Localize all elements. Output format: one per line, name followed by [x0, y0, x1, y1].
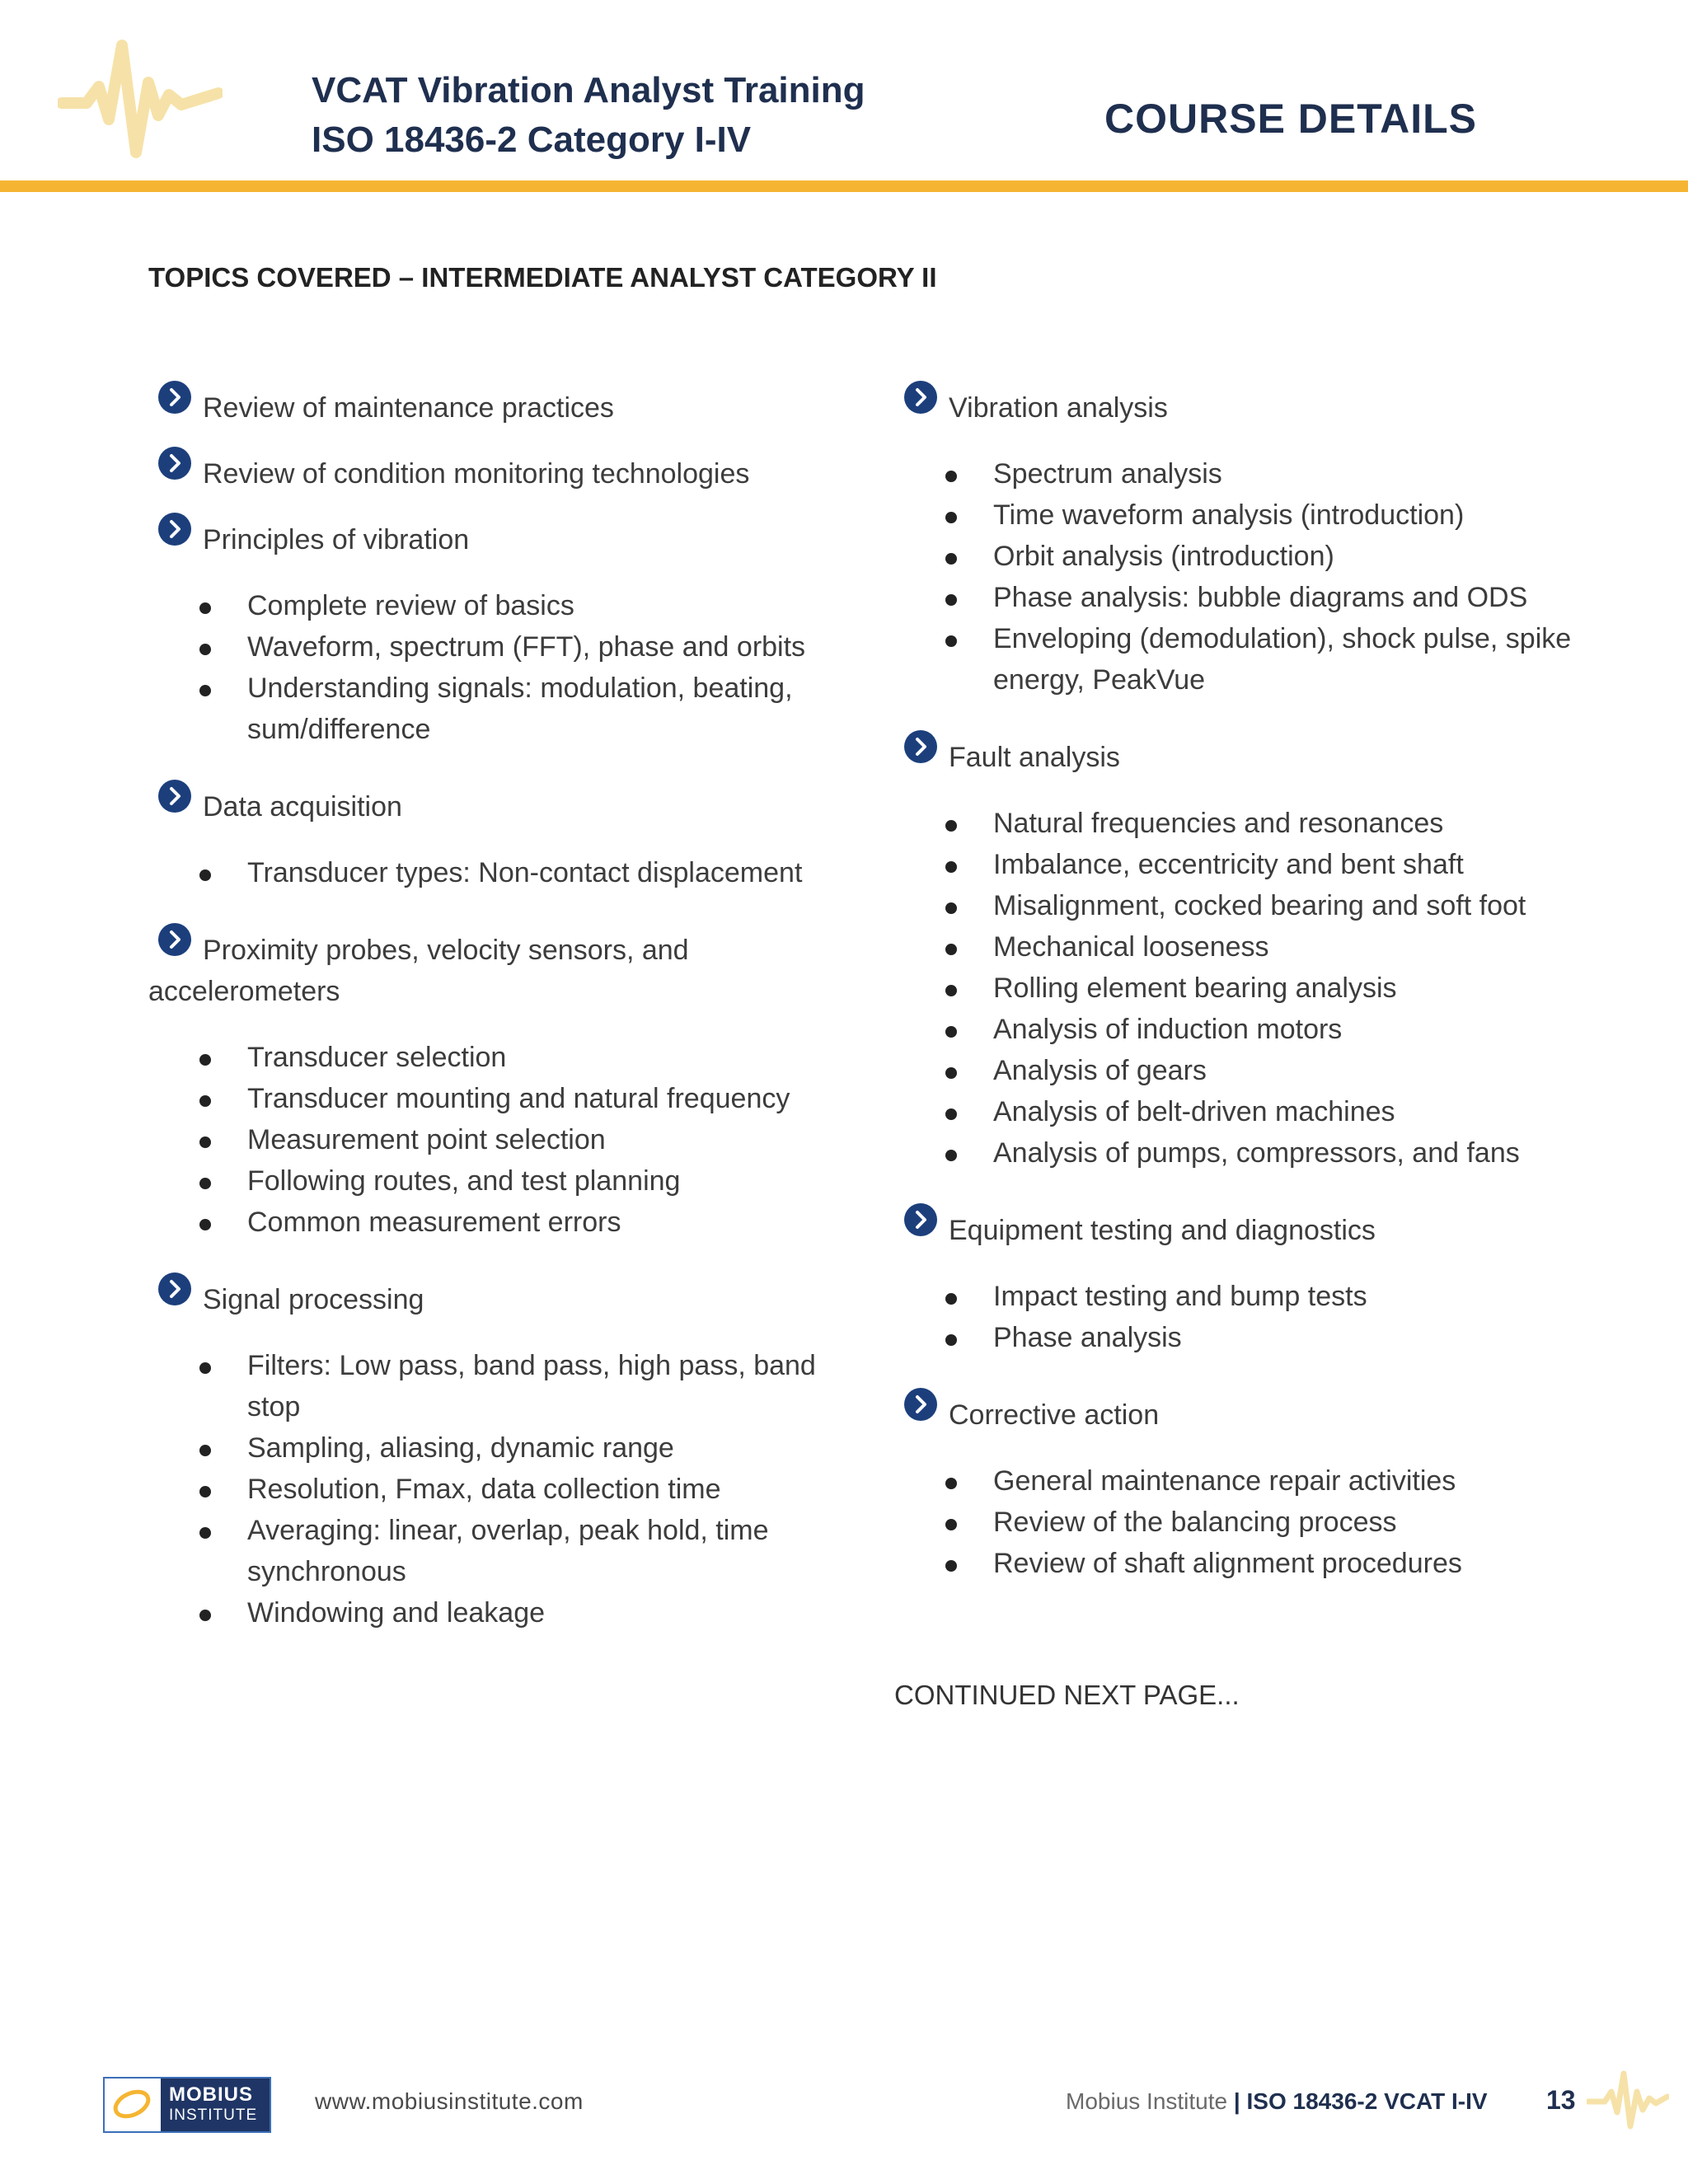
- subtopic-item: [894, 1543, 1636, 1584]
- topic-heading: [148, 519, 832, 560]
- subtopic-item: [148, 1160, 832, 1202]
- logo-text-mobius: MOBIUS: [169, 2083, 253, 2106]
- course-title-line2: ISO 18436-2 Category I-IV: [312, 120, 752, 160]
- bullet-icon: [945, 512, 957, 523]
- logo-text-institute: INSTITUTE: [169, 2107, 258, 2124]
- bullet-icon: [199, 1219, 211, 1230]
- subtopic-item: [148, 1427, 832, 1469]
- bullet-icon: [199, 1054, 211, 1066]
- course-details-heading: COURSE DETAILS: [1104, 96, 1477, 142]
- bullet-icon: [945, 1478, 957, 1489]
- subtopic-item: [894, 1132, 1636, 1174]
- subtopic-item: [148, 1469, 832, 1510]
- subtopic-label: Waveform, spectrum (FFT), phase and orbits: [247, 631, 806, 663]
- bullet-icon: [945, 820, 957, 832]
- bullet-icon: [945, 1293, 957, 1305]
- chevron-right-icon: [158, 923, 191, 956]
- subtopic-list: [894, 1276, 1636, 1358]
- topic-heading: [148, 453, 832, 494]
- topic-label: Vibration analysis: [949, 392, 1168, 424]
- subtopic-item: [894, 1009, 1636, 1050]
- subtopic-label: Enveloping (demodulation), shock pulse, spike energy, PeakVue: [993, 623, 1572, 696]
- subtopic-item: [148, 585, 832, 626]
- bullet-icon: [945, 1026, 957, 1038]
- bullet-icon: [945, 635, 957, 647]
- topic-label: Corrective action: [949, 1399, 1160, 1431]
- subtopic-label: Imbalance, eccentricity and bent shaft: [993, 849, 1464, 880]
- topic-heading: [148, 930, 832, 1012]
- bullet-icon: [199, 869, 211, 881]
- topic-label: Signal processing: [203, 1284, 424, 1315]
- bullet-icon: [199, 1486, 211, 1497]
- subtopic-label: Averaging: linear, overlap, peak hold, time synchronous: [247, 1515, 769, 1587]
- topic-label: Fault analysis: [949, 742, 1120, 773]
- subtopic-item: [148, 1592, 832, 1633]
- bullet-icon: [945, 1560, 957, 1572]
- bullet-icon: [945, 1067, 957, 1079]
- topic-label: Proximity probes, velocity sensors, and accelerometers: [148, 935, 689, 1007]
- subtopic-label: Measurement point selection: [247, 1124, 606, 1155]
- chevron-right-icon: [904, 1388, 937, 1421]
- bullet-icon: [199, 1610, 211, 1621]
- chevron-right-icon: [904, 381, 937, 414]
- subtopic-item: [148, 1037, 832, 1078]
- right-topic-column: [894, 387, 1636, 1620]
- subtopic-item: [894, 803, 1636, 844]
- mobius-ring-icon: [111, 2087, 152, 2121]
- subtopic-label: Resolution, Fmax, data collection time: [247, 1474, 721, 1505]
- section-title: TOPICS COVERED – INTERMEDIATE ANALYST CATEGORY II: [148, 262, 937, 293]
- vibration-wave-logo-icon: [58, 37, 223, 161]
- bullet-icon: [945, 1519, 957, 1530]
- topic-heading: [894, 387, 1636, 429]
- subtopic-label: Analysis of belt-driven machines: [993, 1096, 1395, 1127]
- subtopic-label: Complete review of basics: [247, 590, 574, 621]
- bullet-icon: [945, 553, 957, 565]
- subtopic-label: Filters: Low pass, band pass, high pass, band stop: [247, 1350, 816, 1422]
- subtopic-item: [894, 1091, 1636, 1132]
- bullet-icon: [199, 602, 211, 614]
- bullet-icon: [199, 685, 211, 696]
- subtopic-label: Impact testing and bump tests: [993, 1281, 1367, 1312]
- subtopic-label: Review of the balancing process: [993, 1507, 1397, 1538]
- subtopic-label: Orbit analysis (introduction): [993, 541, 1334, 572]
- subtopic-list: [894, 803, 1636, 1174]
- subtopic-label: General maintenance repair activities: [993, 1465, 1456, 1497]
- subtopic-item: [148, 1345, 832, 1427]
- subtopic-list: [148, 1037, 832, 1243]
- topic-heading: [894, 1210, 1636, 1251]
- left-topic-column: [148, 387, 832, 1670]
- topic-label: Equipment testing and diagnostics: [949, 1215, 1376, 1246]
- bullet-icon: [945, 1150, 957, 1161]
- subtopic-item: [894, 844, 1636, 885]
- website-link[interactable]: www.mobiusinstitute.com: [315, 2088, 584, 2114]
- subtopic-item: [148, 1078, 832, 1119]
- bullet-icon: [945, 944, 957, 955]
- continued-note: CONTINUED NEXT PAGE...: [894, 1680, 1240, 1710]
- subtopic-label: Following routes, and test planning: [247, 1165, 681, 1197]
- topic-heading: [894, 1394, 1636, 1436]
- chevron-right-icon: [158, 1272, 191, 1305]
- subtopic-item: [148, 1119, 832, 1160]
- subtopic-label: Analysis of induction motors: [993, 1014, 1343, 1045]
- topic-label: Data acquisition: [203, 791, 402, 823]
- subtopic-item: [894, 1502, 1636, 1543]
- bullet-icon: [199, 1095, 211, 1107]
- bullet-icon: [945, 1108, 957, 1120]
- subtopic-label: Phase analysis: [993, 1322, 1182, 1353]
- subtopic-item: [148, 1202, 832, 1243]
- subtopic-label: Transducer mounting and natural frequency: [247, 1083, 790, 1114]
- bullet-icon: [945, 471, 957, 482]
- subtopic-item: [148, 1510, 832, 1592]
- bullet-icon: [199, 1137, 211, 1148]
- subtopic-label: Mechanical looseness: [993, 931, 1269, 963]
- bullet-icon: [199, 644, 211, 655]
- chevron-right-icon: [904, 1203, 937, 1236]
- subtopic-item: [894, 1317, 1636, 1358]
- chevron-right-icon: [158, 381, 191, 414]
- chevron-right-icon: [158, 780, 191, 813]
- subtopic-label: Analysis of gears: [993, 1055, 1207, 1086]
- subtopic-item: [894, 1276, 1636, 1317]
- footer-doc-name: ISO 18436-2 VCAT I-IV: [1246, 2088, 1488, 2114]
- subtopic-label: Natural frequencies and resonances: [993, 808, 1444, 839]
- subtopic-item: [148, 668, 832, 750]
- bullet-icon: [199, 1445, 211, 1456]
- topic-heading: [894, 737, 1636, 778]
- chevron-right-icon: [904, 730, 937, 763]
- bullet-icon: [945, 861, 957, 873]
- footer-doc-info: [1066, 2088, 1488, 2115]
- subtopic-item: [894, 885, 1636, 926]
- subtopic-list: [148, 585, 832, 750]
- subtopic-label: Understanding signals: modulation, beating, sum/difference: [247, 673, 793, 745]
- mobius-logo: [103, 2077, 271, 2133]
- subtopic-label: Transducer selection: [247, 1042, 507, 1073]
- bullet-icon: [199, 1527, 211, 1539]
- topic-heading: [148, 1279, 832, 1320]
- subtopic-label: Time waveform analysis (introduction): [993, 499, 1465, 531]
- bullet-icon: [199, 1362, 211, 1374]
- subtopic-label: Windowing and leakage: [247, 1597, 546, 1629]
- subtopic-item: [894, 494, 1636, 536]
- subtopic-label: Rolling element bearing analysis: [993, 972, 1397, 1004]
- bullet-icon: [945, 902, 957, 914]
- subtopic-label: Review of shaft alignment procedures: [993, 1548, 1462, 1579]
- course-title-line1: VCAT Vibration Analyst Training: [312, 70, 865, 110]
- subtopic-label: Misalignment, cocked bearing and soft foot: [993, 890, 1526, 921]
- vibration-wave-small-icon: [1587, 2067, 1669, 2133]
- subtopic-label: Sampling, aliasing, dynamic range: [247, 1432, 674, 1464]
- chevron-right-icon: [158, 447, 191, 480]
- subtopic-item: [894, 536, 1636, 577]
- topic-label: Review of condition monitoring technologies: [203, 458, 750, 490]
- subtopic-label: Common measurement errors: [247, 1207, 621, 1238]
- subtopic-item: [894, 1050, 1636, 1091]
- subtopic-label: Spectrum analysis: [993, 458, 1222, 490]
- subtopic-item: [894, 453, 1636, 494]
- topic-heading: [148, 786, 832, 827]
- footer-org: Mobius Institute: [1066, 2088, 1228, 2114]
- page-number: 13: [1546, 2085, 1576, 2115]
- subtopic-label: Transducer types: Non-contact displacement: [247, 857, 803, 888]
- subtopic-label: Analysis of pumps, compressors, and fans: [993, 1137, 1520, 1169]
- page-header: [0, 0, 1688, 198]
- header-divider: [0, 180, 1688, 192]
- subtopic-item: [894, 968, 1636, 1009]
- bullet-icon: [945, 985, 957, 996]
- footer-separator: |: [1233, 2088, 1240, 2114]
- chevron-right-icon: [158, 513, 191, 546]
- subtopic-item: [894, 577, 1636, 618]
- subtopic-item: [894, 926, 1636, 968]
- bullet-icon: [199, 1178, 211, 1189]
- subtopic-list: [148, 852, 832, 893]
- subtopic-item: [148, 852, 832, 893]
- topic-label: Principles of vibration: [203, 524, 470, 555]
- bullet-icon: [945, 594, 957, 606]
- subtopic-list: [894, 1460, 1636, 1584]
- bullet-icon: [945, 1334, 957, 1346]
- subtopic-item: [894, 618, 1636, 701]
- subtopic-item: [894, 1460, 1636, 1502]
- topic-label: Review of maintenance practices: [203, 392, 614, 424]
- topic-heading: [148, 387, 832, 429]
- subtopic-list: [148, 1345, 832, 1633]
- course-title: [312, 66, 865, 165]
- subtopic-list: [894, 453, 1636, 701]
- subtopic-item: [148, 626, 832, 668]
- subtopic-label: Phase analysis: bubble diagrams and ODS: [993, 582, 1528, 613]
